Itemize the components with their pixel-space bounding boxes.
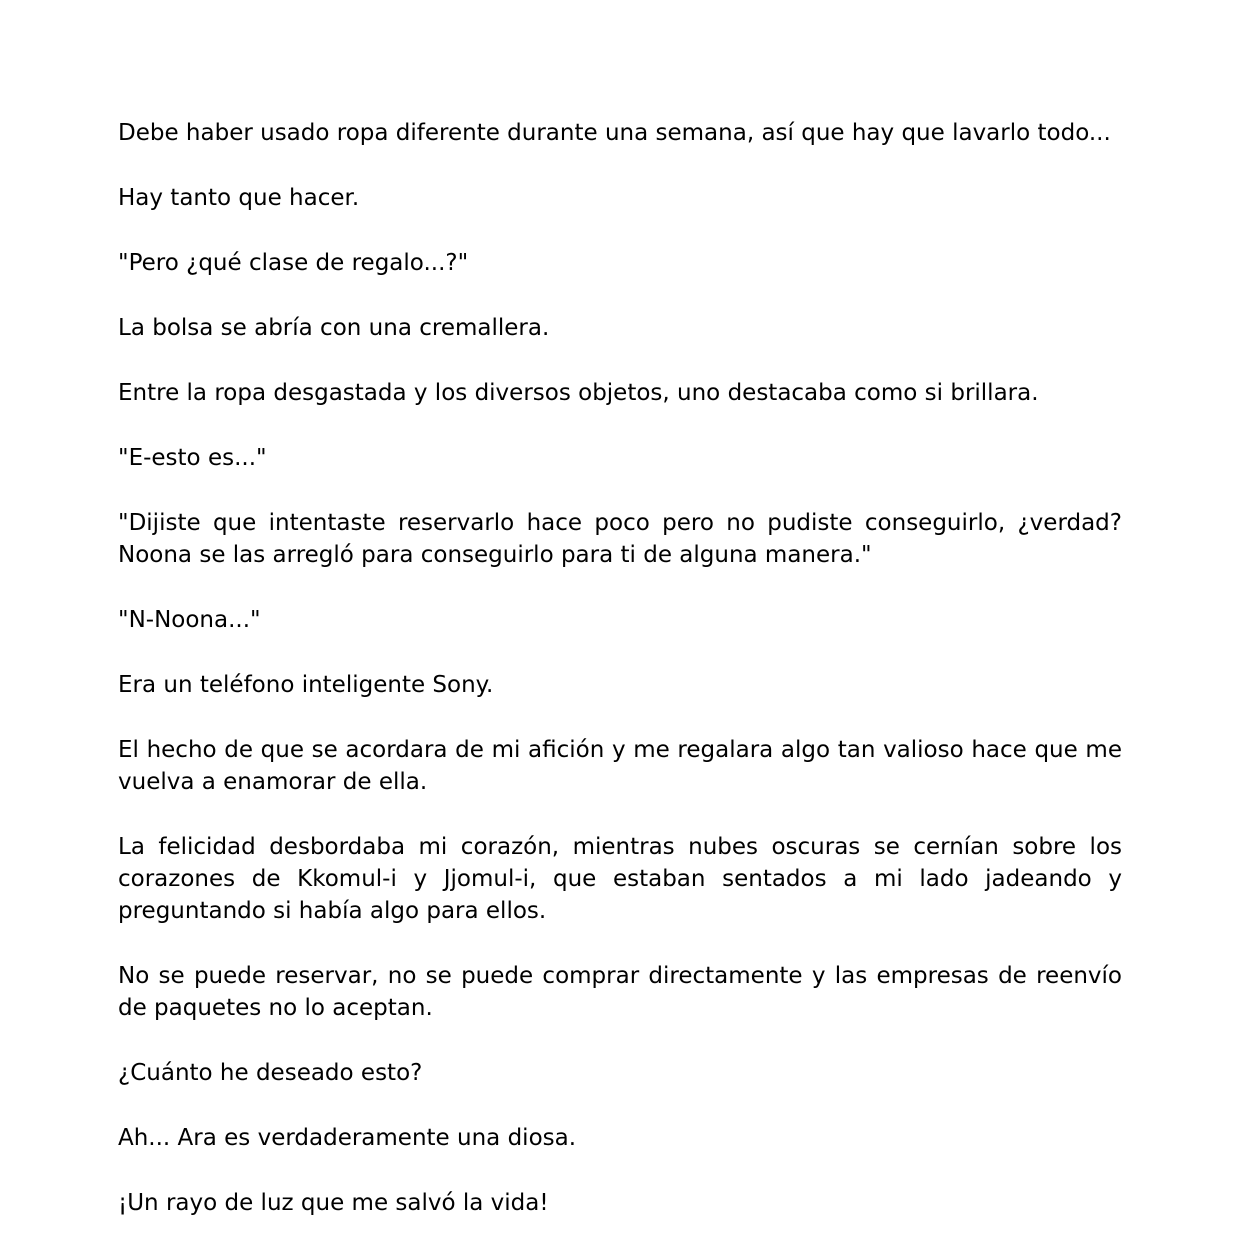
paragraph-5: Entre la ropa desgastada y los diversos objetos, uno destacaba como si brillara. bbox=[118, 380, 1039, 406]
document-page bbox=[118, 117, 1122, 1252]
paragraph-1: Debe haber usado ropa diferente durante una semana, así que hay que lavarlo todo... bbox=[118, 120, 1111, 146]
paragraph-15: ¡Un rayo de luz que me salvó la vida! bbox=[118, 1190, 549, 1216]
paragraph-4: La bolsa se abría con una cremallera. bbox=[118, 315, 550, 341]
paragraph-13: ¿Cuánto he deseado esto? bbox=[118, 1060, 423, 1086]
paragraph-14: Ah... Ara es verdaderamente una diosa. bbox=[118, 1125, 577, 1151]
paragraph-9: Era un teléfono inteligente Sony. bbox=[118, 672, 494, 698]
paragraph-6: "E-esto es..." bbox=[118, 445, 267, 471]
paragraph-2: Hay tanto que hacer. bbox=[118, 185, 360, 211]
paragraph-12: No se puede reservar, no se puede comprar directamente y las empresas de reenvío de paquetes no lo aceptan. bbox=[118, 963, 1122, 1021]
paragraph-11: La felicidad desbordaba mi corazón, mientras nubes oscuras se cernían sobre los corazones de Kkomul-i y Jjomul-i, que estaban sentados a mi lado jadeando y preguntando si había algo para ellos. bbox=[118, 834, 1122, 924]
paragraph-8: "N-Noona..." bbox=[118, 607, 261, 633]
paragraph-7: "Dijiste que intentaste reservarlo hace poco pero no pudiste conseguirlo, ¿verdad? Noona se las arregló para conseguirlo para ti de alguna manera." bbox=[118, 510, 1122, 568]
paragraph-10: El hecho de que se acordara de mi afición y me regalara algo tan valioso hace que me vuelva a enamorar de ella. bbox=[118, 737, 1122, 795]
paragraph-3: "Pero ¿qué clase de regalo...?" bbox=[118, 250, 469, 276]
